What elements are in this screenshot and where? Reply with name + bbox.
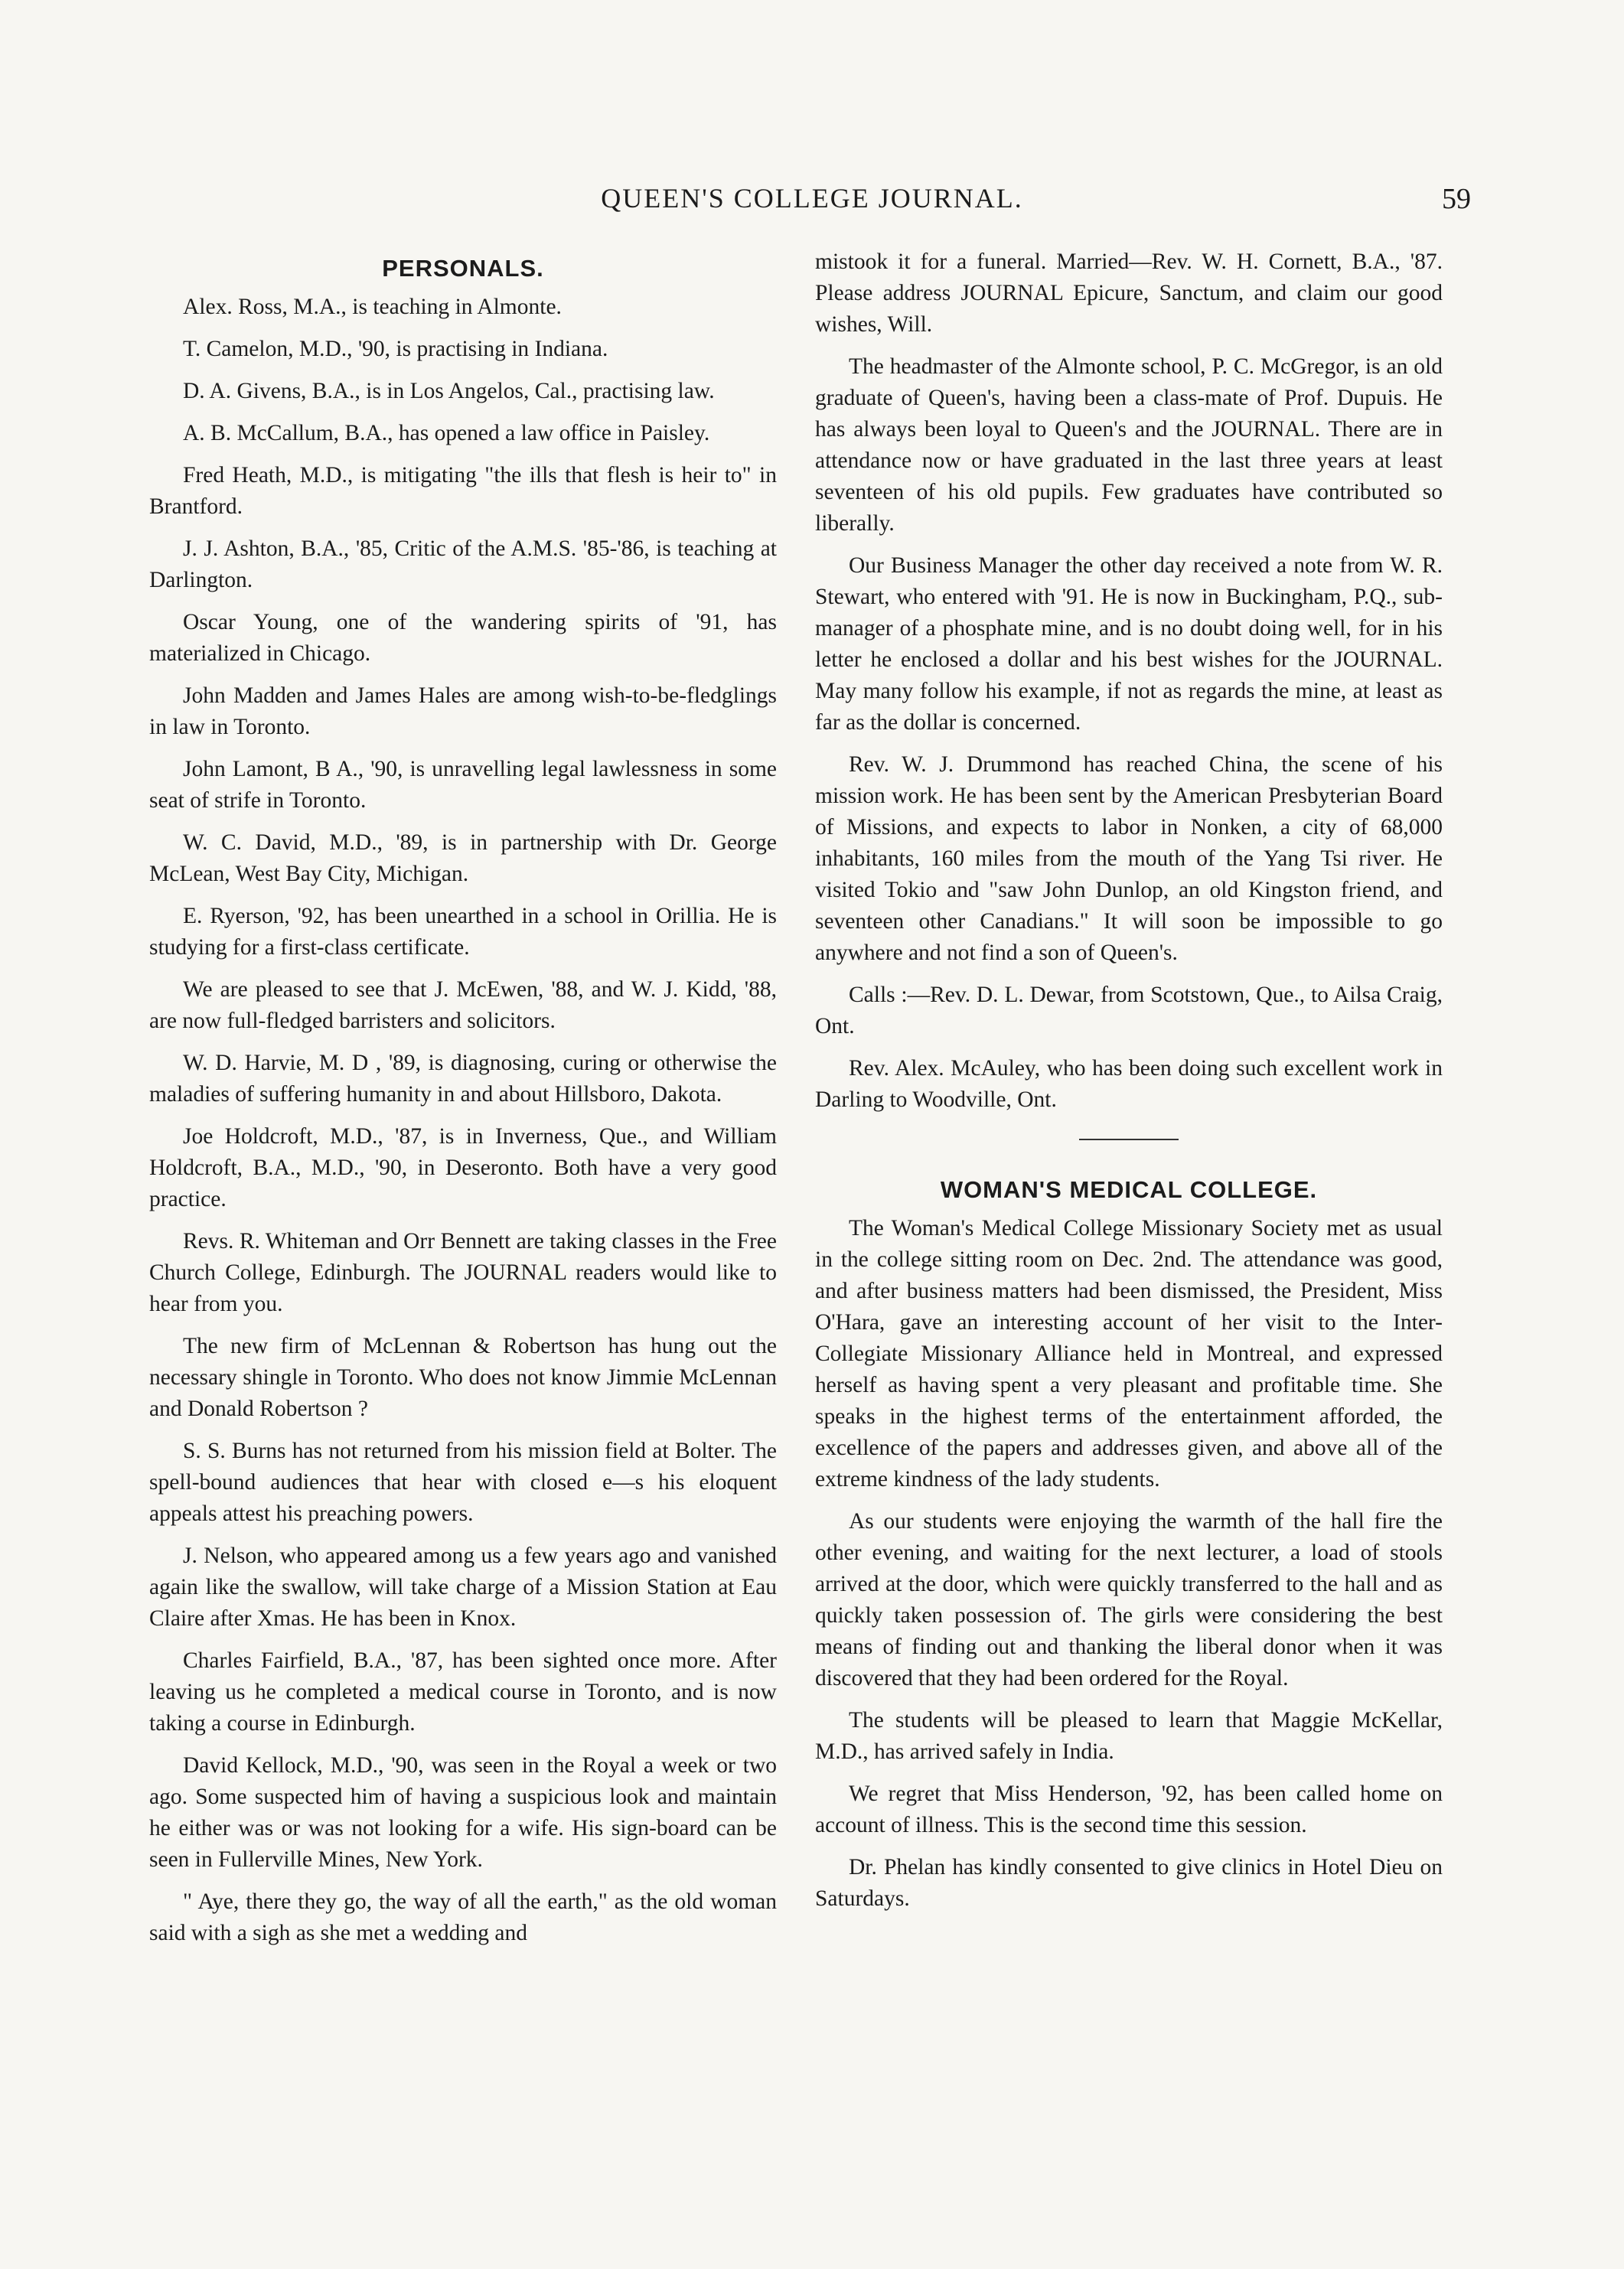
personal-item: Our Business Manager the other day received a note from W. R. Stewart, who entered with '91. He is now in Buckingham, P.Q., sub-manager of a phosphate mine, and is no doubt doing well, for in his letter he enclosed a dollar and his best wishes for the JOURNAL. May many follow his example, if not as regards the mine, at least as far as the dollar is concerned.	[815, 553, 1443, 735]
personal-item: Revs. R. Whiteman and Orr Bennett are taking classes in the Free Church College, Edinburgh. The JOURNAL readers would like to hear from you.	[149, 1229, 777, 1316]
page-header	[153, 182, 1471, 214]
personal-item: Oscar Young, one of the wandering spirits of '91, has materialized in Chicago.	[149, 610, 777, 666]
personal-item: Rev. W. J. Drummond has reached China, the scene of his mission work. He has been sent by the American Presbyterian Board of Missions, and expects to labor in Nonken, a city of 68,000 inhabitants, 160 miles from the mouth of the Yang Tsi river. He visited Tokio and "saw John Dunlop, an old Kingston friend, and seventeen other Canadians." It will soon be impossible to go anywhere and not find a son of Queen's.	[815, 752, 1443, 965]
left-column	[149, 253, 777, 1960]
personals-heading: PERSONALS.	[382, 255, 544, 282]
personal-item: John Madden and James Hales are among wish-to-be-fledglings in law in Toronto.	[149, 683, 777, 739]
personal-item: J. Nelson, who appeared among us a few years ago and vanished again like the swallow, will take charge of a Mission Station at Eau Claire after Xmas. He has been in Knox.	[149, 1544, 777, 1631]
personal-item: Rev. Alex. McAuley, who has been doing such excellent work in Darling to Woodville, Ont.	[815, 1056, 1443, 1112]
personal-item: Fred Heath, M.D., is mitigating "the ills that flesh is heir to" in Brantford.	[149, 463, 777, 519]
journal-title: QUEEN'S COLLEGE JOURNAL.	[601, 183, 1023, 214]
personal-item: E. Ryerson, '92, has been unearthed in a school in Orillia. He is studying for a first-class certificate.	[149, 904, 777, 960]
personal-item: D. A. Givens, B.A., is in Los Angelos, Cal., practising law.	[183, 379, 715, 403]
college-news-item: As our students were enjoying the warmth of the hall fire the other evening, and waiting for the next lecturer, a load of stools arrived at the door, which were quickly transferred to the hall and as quickly taken possession of. The girls were considering the best means of finding out and thanking the liberal donor when it was discovered that they had been ordered for the Royal.	[815, 1509, 1443, 1690]
personal-item: Calls :—Rev. D. L. Dewar, from Scotstown, Que., to Ailsa Craig, Ont.	[815, 983, 1443, 1038]
womans-medical-college-heading: WOMAN'S MEDICAL COLLEGE.	[940, 1176, 1318, 1203]
personal-item: Charles Fairfield, B.A., '87, has been sighted once more. After leaving us he completed a medical course in Toronto, and is now taking a course in Edinburgh.	[149, 1648, 777, 1736]
section-divider	[1079, 1139, 1179, 1140]
personal-item: W. D. Harvie, M. D , '89, is diagnosing, curing or otherwise the maladies of suffering humanity in and about Hillsboro, Dakota.	[149, 1051, 777, 1107]
personal-item: John Lamont, B A., '90, is unravelling legal lawlessness in some seat of strife in Toronto.	[149, 757, 777, 813]
personal-item: A. B. McCallum, B.A., has opened a law office in Paisley.	[183, 421, 710, 445]
personal-item: Alex. Ross, M.A., is teaching in Almonte.	[183, 295, 562, 319]
college-news-item: The Woman's Medical College Missionary Society met as usual in the college sitting room on Dec. 2nd. The attendance was good, and after business matters had been dismissed, the President, Miss O'Hara, gave an interesting account of her visit to the Inter-Collegiate Missionary Alliance held in Montreal, and expressed herself as having spent a very pleasant and profitable time. She speaks in the highest terms of the entertainment afforded, the excellence of the papers and addresses given, and above all of the extreme kindness of the lady students.	[815, 1216, 1443, 1491]
page-number: 59	[1442, 183, 1471, 215]
personal-item: " Aye, there they go, the way of all the earth," as the old woman said with a sigh as she met a wedding and	[149, 1889, 777, 1945]
continued-paragraph: mistook it for a funeral. Married—Rev. W. H. Cornett, B.A., '87. Please address JOURNAL Epicure, Sanctum, and claim our good wishes, Will.	[815, 249, 1443, 337]
personal-item: We are pleased to see that J. McEwen, '88, and W. J. Kidd, '88, are now full-fledged barristers and solicitors.	[149, 977, 777, 1033]
right-column	[815, 246, 1443, 1925]
personal-item: J. J. Ashton, B.A., '85, Critic of the A.M.S. '85-'86, is teaching at Darlington.	[149, 536, 777, 592]
college-news-item: The students will be pleased to learn that Maggie McKellar, M.D., has arrived safely in India.	[815, 1708, 1443, 1764]
personal-item: David Kellock, M.D., '90, was seen in the Royal a week or two ago. Some suspected him of having a suspicious look and maintain he either was or was not looking for a wife. His sign-board can be seen in Fullerville Mines, New York.	[149, 1753, 777, 1872]
personal-item: W. C. David, M.D., '89, is in partnership with Dr. George McLean, West Bay City, Michigan.	[149, 830, 777, 886]
personal-item: S. S. Burns has not returned from his mission field at Bolter. The spell-bound audiences that hear with closed e—s his eloquent appeals attest his preaching powers.	[149, 1439, 777, 1526]
personal-item: T. Camelon, M.D., '90, is practising in Indiana.	[183, 337, 608, 361]
college-news-item: Dr. Phelan has kindly consented to give clinics in Hotel Dieu on Saturdays.	[815, 1855, 1443, 1911]
personal-item: The headmaster of the Almonte school, P. C. McGregor, is an old graduate of Queen's, having been a class-mate of Prof. Dupuis. He has always been loyal to Queen's and the JOURNAL. There are in attendance now or have graduated in the last three years at least seventeen of his old pupils. Few graduates have contributed so liberally.	[815, 354, 1443, 536]
college-news-item: We regret that Miss Henderson, '92, has been called home on account of illness. This is the second time this session.	[815, 1782, 1443, 1837]
personal-item: The new firm of McLennan & Robertson has hung out the necessary shingle in Toronto. Who does not know Jimmie McLennan and Donald Robertson ?	[149, 1334, 777, 1421]
personal-item: Joe Holdcroft, M.D., '87, is in Inverness, Que., and William Holdcroft, B.A., M.D., '90, in Deseronto. Both have a very good practice.	[149, 1124, 777, 1211]
